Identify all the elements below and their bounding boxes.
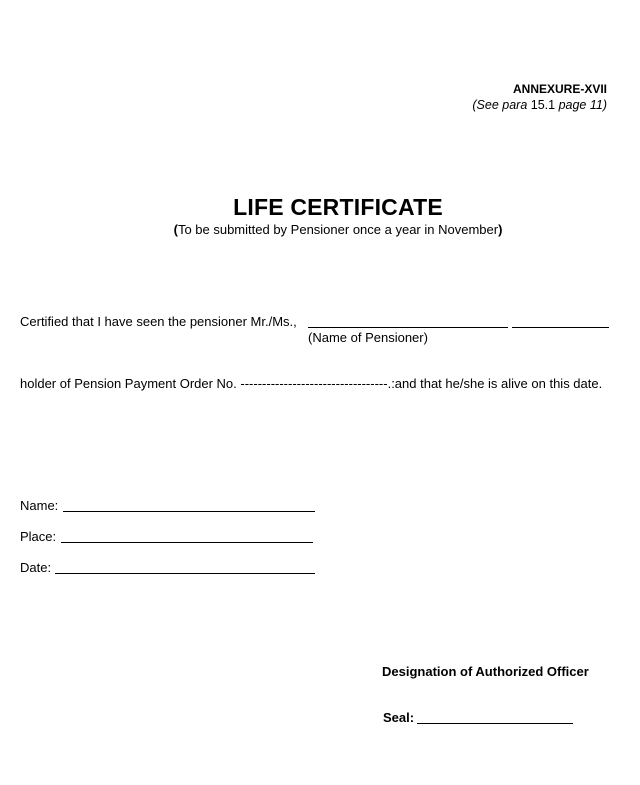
pensioner-name-blank-2[interactable] [512, 327, 609, 328]
see-para-number: 15.1 [530, 98, 556, 112]
seal-label: Seal: [383, 710, 415, 725]
name-of-pensioner-caption: (Name of Pensioner) [308, 330, 428, 345]
place-label: Place: [20, 529, 57, 544]
subtitle-close-paren: ) [498, 222, 503, 237]
see-para-reference [472, 98, 607, 112]
page-subtitle [0, 222, 640, 237]
subtitle-open-paren: ( [173, 222, 178, 237]
certified-text: Certified that I have seen the pensioner Mr./Ms., [20, 314, 297, 329]
name-field[interactable] [63, 511, 315, 512]
date-label: Date: [20, 560, 52, 575]
annexure-label: ANNEXURE-XVII [512, 82, 607, 96]
pensioner-name-blank[interactable] [308, 327, 508, 328]
see-para-suffix: page 11) [555, 98, 607, 112]
page-title: LIFE CERTIFICATE [233, 194, 443, 220]
name-label: Name: [20, 498, 59, 513]
subtitle-text: To be submitted by Pensioner once a year in November [177, 222, 499, 237]
designation-label: Designation of Authorized Officer [382, 664, 589, 679]
place-field[interactable] [61, 542, 313, 543]
ppo-text: holder of Pension Payment Order No. ----------------------------------.:and that he/she is alive on this date. [20, 376, 603, 391]
seal-field[interactable] [417, 723, 573, 724]
date-field[interactable] [55, 573, 315, 574]
see-para-prefix: (See para [472, 98, 531, 112]
